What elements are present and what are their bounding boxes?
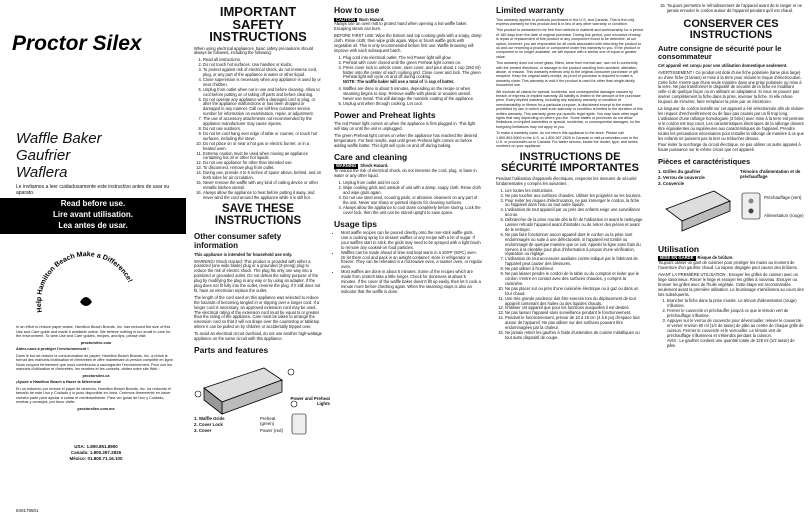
fr-consumer-heading: Autre consigne de sécurité pour le consommateur: [658, 43, 782, 62]
fr-consumer-sub: Cet appareil est conçu pour une utilisation domestique seulement.: [658, 62, 788, 68]
contact-numbers: [16, 444, 176, 462]
fr-caution-tag: MISE EN GARDE: [660, 255, 694, 261]
list-item: 4. Always allow the appliance to cool down completely before storing. Lock the cover lock, then the unit can be stored upright to save space.: [343, 206, 482, 216]
warranty-para: To make a warranty claim, do not return this appliance to the store. Please call 1.800.851.8900 in the U.S. or 1.800.267.2826 in Canada or visit proctorsilex.com in the U.S. or proctorsilex.ca in Canada. For faster service, locate the model, type, and series numbers on your appliance.: [496, 131, 639, 149]
cover-heading-fr: Aidez-nous à protéger l'environnement !: [16, 347, 89, 351]
list-item: 6. Ne pas faire fonctionner aucun appareil dont le cordon ou la prise sont endommagés ou suite à une défectuosité, si l'appareil est tombé ou endommagé de quelque manière que ce soit. Appeler la ligne sans frais du Service à la clientèle pour plus d'information à propos d'une vérification, réparation ou réglage.: [505, 233, 644, 258]
list-item: 1. Lire toutes les instructions.: [505, 189, 644, 194]
fr-parts-diagram: [658, 169, 804, 241]
fr-caution-title: Risque de brûlure.: [697, 255, 734, 261]
cover-heading-es: ¡Ayude a Hamilton Beach a Hacer la Diferencia!: [16, 380, 102, 384]
fr-safety-heading: INSTRUCTIONS DE SÉCURITÉ IMPORTANTES: [501, 150, 639, 174]
brand-logo: [12, 26, 152, 58]
caution-title: Burn Hazard.: [359, 16, 385, 22]
read-fr: Lire avant utilisation.: [52, 210, 133, 219]
preheat-para: The green Preheat light comes on when the appliance has reached the desired temperature. For best results, wait until green Preheat light comes on before adding waffle batter. This light will cycle on and off during baking.: [334, 133, 478, 149]
fr-lights-label: Témoins d'alimentation et de préchauffage: [740, 168, 801, 180]
caution-tag: CAUTION: [336, 16, 356, 22]
list-item: 3. Pour éviter les risques d'électrocution, ne pas immerger le cordon, la fiche ou l'appareil dans l'eau ou tout autre liquide.: [505, 199, 644, 209]
fr-power-label: Alimentation (rouge): [764, 212, 804, 218]
list-item: 1. Unplug from outlet and let cool.: [343, 181, 482, 186]
list-item: 3. Press cover lock to unlock cover, raise cover, and pour about 1 cup (250 ml) batter onto the center of each cooking grid. Close cover and lock. The green Preheat light will cycle on and off during cooking.: [343, 66, 482, 81]
list-item: 10. Ne pas placer sur ou près d'une cuisinière électrique ou à gaz ou dans un four chaud.: [505, 287, 644, 297]
read-en: Read before use.: [60, 199, 126, 208]
list-item: 8. Ne pas utiliser à l'extérieur.: [505, 267, 644, 272]
fr-parts-heading: Pièces et caractéristiques: [658, 157, 751, 167]
how-to-use-steps-cont: [334, 87, 482, 107]
consumer-para: The length of the cord used on this appliance was selected to reduce the hazards of becoming tangled in or tripping over a longer cord. If a longer cord is necessary, an approved extension cord may be used. The electrical rating of the extension cord must be equal to or greater than the rating of the appliance. Care must be taken to arrange the extension cord so that it will not drape over the countertop or tabletop where it can be pulled on by children or accidentally tripped over.: [194, 294, 320, 330]
safety-intro: When using electrical appliances, basic safety precautions should always be followed, including the following:: [194, 45, 314, 56]
list-item: 3. To protect against risk of electrical shock, do not immerse cord, plug, or any part of the appliance in water or other liquid.: [203, 68, 322, 78]
list-item: 16. Always allow the appliance to heat before putting it away, and never wind the cord around the appliance while it is still hot.: [203, 191, 322, 201]
care-heading: Care and cleaning: [334, 151, 408, 162]
preheat-para: The red Power light comes on when the appliance is first plugged in. This light will stay on until the unit is unplugged.: [334, 121, 476, 132]
consumer-sub: This appliance is intended for household use only.: [194, 251, 293, 257]
contact-usa: USA: 1.800.851.8900: [74, 444, 118, 449]
list-item: 3. Do not use steel wool, scouring pads, or abrasive cleansers on any part of the unit. Never use sharp or pointed objects for cleaning surfaces.: [343, 196, 482, 206]
fr-part-1: 1. Grilles du gaufrier: [658, 168, 701, 174]
part-3: 3. Cover: [194, 427, 212, 433]
fr-part-3: 3. Couvercle: [658, 180, 685, 186]
how-to-use-steps: [334, 56, 482, 81]
power-label: Power (red): [260, 427, 283, 433]
cover-url-fr[interactable]: proctorsilex.ca: [82, 373, 110, 378]
list-item: 7. The use of accessory attachments not recommended by the appliance manufacturer may cause injuries.: [203, 117, 322, 127]
warranty-para: This warranty does not cover glass, filters, wear from normal use, use not in conformity with the printed directions, or damage to the product resulting from accident, alteration, abuse, or misuse. This warranty extends only to the original consumer purchaser or gift recipient. Keep the original sales receipt, as proof of purchase is required to make a warranty claim. This warranty is void if the product is used for other than single-family household use.: [496, 61, 638, 88]
contact-canada: Canada: 1.800.267.2826: [70, 450, 122, 455]
brand-logo-mark: [12, 26, 152, 58]
save-heading: SAVE THESE INSTRUCTIONS: [214, 202, 302, 228]
cover-para-fr: Dans le but de réduire la consommation de papier, Hamilton Beach Brands, Inc. a réduit le format des manuels d'utilisation et d'entretien et offre maintenant la version complète en ligne. Nous croyons fermement que nous contribuons à sauvegarder l'environnement. Pour voir les manuels d'utilisation et d'entretien, les recettes et les conseils, visitez notre site Web :: [16, 353, 174, 371]
consumer-para: To avoid an electrical circuit overload, do not use another high-wattage appliance on the same circuit with this appliance.: [194, 331, 322, 342]
fr-part-2: 2. Verrou de couvercle: [658, 174, 705, 180]
warranty-panel: [490, 0, 648, 519]
read-es: Lea antes de usar.: [58, 221, 128, 230]
list-item: 11. Extreme caution must be used when moving an appliance containing hot oil or other hot liquids.: [203, 152, 322, 162]
fr-consumer-para: AVERTISSEMENT ! Ce produit est doté d'une fiche polarisée (lame plus large) ou d'une fiche (3 lames) et mise à la terre pour réduire le risque d'électrocution. Cette fiche n'entre que d'une seule manière dans une prise polarisée ou mise à la terre. Ne pas transformer le dispositif de sécurité de la fiche en modifiant celle-ci de quelque façon ou en utilisant un adaptateur. Si vous ne pouvez pas insérer complètement la fiche dans la prise, inverser la fiche. Si elle refuse toujours de s'insérer, faire remplacer la prise par un électricien.: [658, 69, 802, 105]
warranty-para: We exclude all claims for special, incidental, and consequential damages caused by breach of express or implied warranty. All liability is limited to the amount of the purchase price. Every implied warranty, including any statutory warranty or condition of merchantability or fitness for a particular purpose, is disclaimed except to the extent prohibited by law, in which case such warranty or condition is limited to the duration of this written warranty. This warranty gives you specific legal rights. You may have other legal rights that vary depending on where you live. Some states or provinces do not allow limitations on implied warranties or special, incidental, or consequential damages, so the foregoing limitations may not apply to you.: [496, 89, 643, 129]
list-item: 13. Ne pas laisser l'appareil sans surveillance pendant le fonctionnement.: [505, 311, 644, 316]
how-to-use-panel: [326, 0, 486, 519]
title-fr: Gaufrier: [16, 147, 71, 164]
title-es: Waflera: [16, 164, 68, 181]
list-item: 2. Preheat with cover closed until the green Preheat light comes on.: [343, 61, 482, 66]
fr-consumer-para: La longueur du cordon installé sur cet appareil a été sélectionnée afin de réduire les risques d'enchevêtrement ou de faux pas causés par un fil trop long. L'utilisation d'une rallonge homologuée (3 brins) avec mise à la terre est permise si le cordon est trop court. Les caractéristiques électriques de la rallonge doivent être équivalentes ou supérieures aux caractéristiques de l'appareil. Prendre toutes les précautions nécessaires pour installer la rallonge de manière à ce que les enfants ne puissent pas la tirer ou trébucher dessus.: [658, 106, 804, 141]
list-item: 8. Do not use outdoors.: [203, 127, 322, 132]
fr-note: AVIS : Le gaufrier contient une quantité totale de 125 ml (1/2 tasse) de pâte.: [667, 337, 795, 348]
list-item: 15. Ne jamais retirer les gaufres à l'aide d'ustensiles de cuisine métalliques ou tout autre dispositif de coupe.: [505, 331, 644, 341]
fr-consumer-para: Pour éviter la surcharge du circuit électrique, ne pas utiliser un autre appareil à haute puissance sur le même circuit que cet appareil.: [658, 142, 801, 153]
fr-safety-list-cont: [658, 4, 804, 14]
list-item: 2. Do not touch hot surfaces. Use handles or knobs.: [203, 63, 322, 68]
fr-safety-list: [496, 189, 644, 341]
cover-para-en: In an effort to reduce paper waste, Hamilton Beach Brands, Inc. has reduced the size of this Use and Care guide and made it available online. We believe nothing is too small to care for the environment. To view Use and Care guides, recipes, and tips, please visit:: [16, 325, 171, 338]
model-number: 840178501: [16, 508, 39, 513]
list-item: 2. Ne pas toucher aux surfaces chaudes. Utiliser les poignées ou les boutons.: [505, 194, 644, 199]
lights-label: Power and Preheat Lights: [290, 395, 330, 406]
fr-use-heading: Utilisation: [658, 243, 700, 254]
safety-panel: [186, 0, 330, 519]
tips-heading: Usage tips: [334, 218, 377, 229]
list-item: 14. Pendant le fonctionnement, prévoir de 10 à 15 cm (4 à 6 po) d'espace tout autour de l'appareil. Ne pas utiliser sur des surfaces pouvant être endommagées par la chaleur.: [505, 316, 644, 331]
cover-url-en[interactable]: proctorsilex.com: [80, 340, 112, 345]
first-use-text: BEFORE FIRST USE: Wipe the bottom and top cooking grids with a soapy, damp cloth. Rinse cloth; then wipe grids again. Wipe or brush waffle grids with vegetable oil. This is only recommended before first use. Waffle browning will improve with each subsequent batch.: [334, 33, 482, 53]
list-item: 14. During use, provide 4 to 6 inches of space above, behind, and on both sides for air circulation.: [203, 171, 322, 181]
fr-preheat-label: Préchauffage (vert): [764, 194, 802, 200]
list-item: 12. N'utiliser cet appareil que pour les fonctions auxquelles il est destiné.: [505, 306, 644, 311]
title-en: Waffle Baker: [16, 130, 102, 147]
list-item: 13. To disconnect, remove plug from outlet.: [203, 166, 322, 171]
french-panel: [652, 0, 808, 519]
cover-panel: [0, 0, 186, 519]
cover-url-es[interactable]: proctorsilex.com.mx: [77, 406, 115, 411]
list-item: 11. Une très grande prudence doit être exercée lors du déplacement de tout appareil contenant des huiles ou des liquides chauds.: [505, 297, 644, 307]
list-item: 9. Do not let cord hang over edge of table or counter, or touch hot surfaces, including the stove.: [203, 132, 322, 142]
list-item: 2. Wipe cooking grids and outside of unit with a damp, soapy cloth. Rinse cloth and wipe grids again.: [343, 186, 482, 196]
safety-heading: IMPORTANT SAFETY INSTRUCTIONS: [209, 4, 307, 44]
caution-text: Always use an oven mitt to protect hand when opening a hot waffle baker. Escaping steam can burn.: [334, 21, 468, 32]
list-item: 9. Ne pas laisser pendre le cordon de la table ou du comptoir et éviter que le cordon n'entre en contact avec des surfaces chaudes, y compris la cuisinière.: [505, 272, 644, 287]
list-item: 5. Unplug unit when through cooking. Let cool.: [343, 102, 482, 107]
preheat-heading: Power and Preheat lights: [334, 109, 436, 120]
consumer-heading: Other consumer safety information: [194, 231, 282, 251]
list-item: 6. Do not operate any appliance with a damaged cord or plug, or after the appliance malfunctions or has been dropped or damaged in any manner. Call our toll-free customer service number for information on examination, repair, or adjustment.: [203, 98, 322, 118]
tips-list: [334, 231, 482, 295]
product-title: [16, 130, 102, 181]
list-item: 1. Read all instructions.: [203, 58, 322, 63]
parts-diagram: [194, 358, 330, 440]
note-text: NOTE: The waffle baker will use a total of ½ cup of batter.: [343, 79, 455, 85]
care-steps: [334, 181, 482, 215]
cover-text: [16, 325, 176, 413]
list-item: • Waffles can be made ahead of time and kept warm in a 200ºF (93ºC) oven. Or let them cool and pack in an airtight container; store in refrigerator or freezer. They can be reheated in a microwave oven, a toaster oven, or regular oven.: [341, 251, 482, 271]
list-item: 4. Close supervision is necessary when any appliance is used by or near children.: [203, 78, 322, 88]
list-item: 10. Do not place on or near a hot gas or electric burner, or in a heated oven.: [203, 142, 322, 152]
cover-para-es: En un esfuerzo por reducir el papel de desecho, Hamilton Beach Brands, Inc. ha reducido el tamaño de este Uso y Cuidado y lo puso disponible en línea. Creemos firmemente en hacer nuestra parte para ayudar a cuidar el medioambiente. Para ver guías de Uso y Cuidado, recetas y consejos, por favor visite:: [16, 386, 171, 404]
list-item: 15. Never remove the waffle with any kind of cutting device or other metallic kitchen utensil.: [203, 181, 322, 191]
fr-caution-text: Toujours utiliser un gant de cuisinier pour protéger les mains au moment de l'ouverture d'un gaufrier chaud. La vapeur dégagée peut causer des brûlures.: [658, 260, 798, 271]
seal-text: Help Hamilton Beach Make a Difference!: [35, 251, 134, 313]
list-item: • Most waffle recipes can be poured directly onto the non-stick waffle grids. Use a cooking spray for dessert waffles or any recipe with a lot of sugar. If your waffles start to stick, the grids may need to be sprayed with a light brush to remove any cooked-on food particles.: [341, 231, 482, 251]
fr-use-steps: [658, 299, 804, 338]
environment-seal: [30, 246, 142, 318]
list-item: 7. L'utilisation de tout accessoire auxiliaire contre-indiqué par le fabricant de l'appareil peut causer des blessures.: [505, 257, 644, 267]
list-item: 5. Débrancher de la prise murale dès la fin de l'utilisation et avant le nettoyage. Laisser refroidir l'appareil avant d'installer ou de retirer des pièces et avant de le nettoyer.: [505, 218, 644, 233]
part-2: 2. Cover Lock: [194, 421, 223, 427]
list-item: 1. Brancher la fiche dans la prise murale. Le témoin d'alimentation (rouge) s'illumine.: [667, 299, 804, 309]
list-item: 1. Plug cord into electrical outlet. The red Power light will glow.: [343, 56, 482, 61]
read-before-use-bar: [0, 198, 186, 234]
how-to-use-heading: How to use: [334, 5, 380, 15]
list-item: 4. Waffles are done in about 5 minutes, depending on the recipe or when steaming begins to stop. Remove waffle with plastic or wooden utensil. Never use metal. This will damage the nonstick coating of the appliance.: [343, 87, 482, 102]
consumer-para: WARNING! Shock Hazard: This product is provided with either a polarized (one wide blade) plug or a grounded (3-prong) plug to reduce the risk of electric shock. The plug fits only one way into a polarized or grounded outlet. Do not defeat the safety purpose of the plug by modifying the plug in any way or by using an adapter. If the plug does not fit fully into the outlet, reverse the plug. If it still does not fit, have an electrician replace the outlet.: [194, 258, 321, 293]
list-item: 3. Appuyer sur le verrou de couvercle pour déverrouiller, relever le couvercle et verser environ 60 ml (1/4 de tasse) de pâte au centre de chaque grille de cuisson. Fermer le couvercle et le verrouiller. Le témoin vert de préchauffage s'illuminera et s'éteindra pendant la cuisson.: [667, 319, 804, 339]
fr-intro: Pendant l'utilisation d'appareils électriques, respecter les mesures de sécurité fondamentales y compris les suivantes :: [496, 175, 637, 186]
warning-tag: WARNING: [336, 163, 357, 169]
safety-list: [194, 58, 322, 200]
warning-title: Shock Hazard.: [360, 163, 389, 169]
fr-waffle-baker-illustration: [658, 169, 808, 241]
preheat-label: Preheat (green): [260, 415, 276, 426]
list-item: 2. Fermer le couvercle et préchauffer jusqu'à ce que le témoin vert de préchauffage s'illumine.: [667, 309, 804, 319]
seal-icon: [30, 246, 142, 318]
contact-mexico: México: 01.800.71.16.100: [69, 456, 123, 461]
list-item: • Most waffles are done in about 5 minutes. Some of the recipes which are made from scratch take a little longer. Check for doneness at about 5 minutes. If the cover of the waffle baker doesn't lift up easily, then let it cook a minute more before checking again. When the steaming stops is also an indicator that the waffle is done.: [341, 270, 482, 295]
list-item: 12. Do not use appliance for other than intended use.: [203, 161, 322, 166]
parts-heading: Parts and features: [194, 345, 269, 355]
cover-subtitle: Le invitamos a leer cuidadosamente este instructivo antes de usar su aparato.: [16, 184, 170, 196]
list-item: 5. Unplug from outlet when not in use and before cleaning. Allow to cool before putting on or taking off parts and before cleaning.: [203, 88, 322, 98]
warranty-para: This product is warranted to be free from defects in material and workmanship for a period of 180 days from the date of original purchase. During this period, your exclusive remedy is repair or replacement of this product or any component found to be defective, at our option; however, you are responsible for all costs associated with returning the product to us and our returning a product or component under this warranty to you. If the product or component is no longer available, we will replace with a similar one of equal or greater value.: [496, 28, 643, 59]
list-item: 4. L'utilisation de tout appareil par ou près des enfants exige une surveillance accrue.: [505, 208, 644, 218]
fr-first-use: AVANT LA PREMIÈRE UTILISATION : Essuyer les grilles de cuisson avec un linge savonneux. Rincer le linge et essuyer les grilles à nouveau. Essuyer ou brosser les grilles avec de l'huile végétale. Cette étape est recommandée seulement avant la première utilisation. Le brunissage s'améliorera au cours des lots subséquents.: [658, 271, 804, 297]
brand-logo-text: Proctor Silex: [12, 32, 142, 55]
warning-text: To reduce the risk of electrical shock, do not immerse the cord, plug, or base in water or any other liquid.: [334, 168, 477, 179]
fr-save-heading: CONSERVER CES INSTRUCTIONS: [683, 17, 779, 41]
part-1: 1. Waffle Grids: [194, 415, 225, 421]
list-item: 16. Toujours permettre le refroidissement de l'appareil avant de le ranger et ne jamais enrouler le cordon autour de l'appareil pendant qu'il est chaud.: [667, 4, 804, 14]
warranty-heading: Limited warranty: [496, 5, 565, 15]
warranty-para: This warranty applies to products purchased in the U.S. and Canada. This is the only express warranty for this product and is in lieu of any other warranty or condition.: [496, 17, 635, 26]
